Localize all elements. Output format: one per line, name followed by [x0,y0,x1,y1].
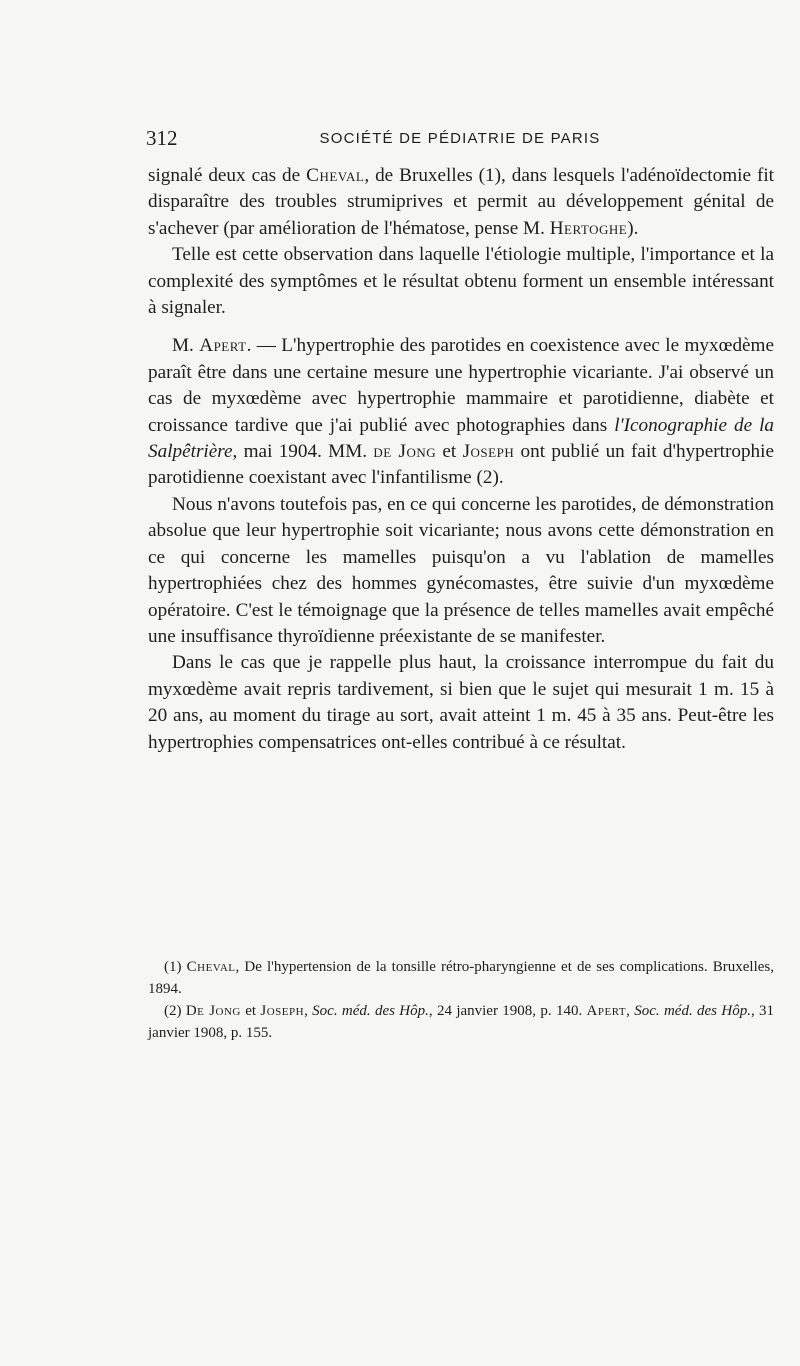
fn1-author-cheval: Cheval [186,959,236,975]
footnote-2 [148,1000,774,1044]
paragraph-4: Nous n'avons toutefois pas, en ce qui concerne les parotides, de démonstration absolue que leur hypertrophie soit vicariante; nous avons cette démonstration en ce qui concerne les mamelles puisqu'on a vu l'ablation de mamelles hypertrophiées chez des hommes gynécomastes, être suivie d'un myxœdème opératoire. C'est le témoignage que la présence de telles mamelles avait empêché une insuffisance thyroïdienne préexistante de se manifester. [148,493,774,647]
paragraph-2: Telle est cette observation dans laquelle l'étiologie multiple, l'importance et la complexité des symptômes et le résultat obtenu forment un ensemble intéressant à signaler. [148,244,774,319]
paragraph-1 [148,163,774,242]
fn2-author-joseph: Joseph [260,1003,305,1019]
author-de-jong: de Jong [373,441,437,463]
page-number: 312 [146,126,178,150]
p3-text-g: et [436,441,463,463]
p1-text-c: , de Bruxelles (1), dans lesquels l'adénoïdectomie fit disparaître des troubles strumiprives et permit au développement génital de s'achever (par amélioration de l'hématose, pense M. [148,165,774,239]
author-joseph: Joseph [462,441,515,463]
p3-text-a: M. [172,335,200,357]
paragraph-5: Dans le cas que je rappelle plus haut, la croissance interrompue du fait du myxœdème avait repris tardivement, si bien que le sujet qui mesurait 1 m. 15 à 20 ans, au moment du tirage au sort, avait atteint 1 m. 45 à 35 ans. Peut-être les hypertrophies compensatrices ont-elles contribué à ce résultat. [148,652,774,753]
fn2-journal-1: Soc. méd. des Hôp. [312,1003,429,1019]
p1-text-e: ). [627,217,639,239]
fn2-marker: (2) [164,1003,186,1019]
p3-text-e: , mai 1904. MM. [232,441,374,463]
fn2-text-k: , 31 janvier 1908, p. 155. [148,1003,775,1041]
footnote-1 [148,956,774,1000]
paragraph-3 [148,333,774,491]
fn2-text-c: et [240,1003,261,1019]
fn2-author-de-jong: De Jong [185,1003,241,1019]
p3-text-i: ont publié un fait d'hypertrophie parotidienne coexistant avec l'infantilisme (2). [148,441,774,489]
fn1-marker: (1) [164,959,187,975]
fn2-text-i: , [626,1003,635,1019]
footnotes [148,956,774,1044]
fn2-text-e: , [304,1003,313,1019]
author-hertoghe: Hertoghe [549,217,628,239]
fn2-text-g: , 24 janvier 1908, p. 140. [428,1003,587,1019]
fn2-journal-2: Soc. méd. des Hôp. [634,1003,751,1019]
speaker-apert: Apert [199,335,247,357]
page-header [146,126,774,154]
journal-title-iconographie: l'Iconographie de la Salpêtrière [148,414,774,463]
p3-text-c: . — L'hypertrophie des parotides en coexistence avec le myxœdème paraît être dans une certaine mesure une hypertrophie vicariante. J'ai observé un cas de myxœdème avec hypertrophie mammaire et parotidienne, diabète et croissance tardive que j'ai publié avec photographies dans [148,335,774,436]
p1-text-a: signalé deux cas de [148,165,307,186]
body-text [148,163,774,756]
fn2-author-apert: Apert [586,1003,627,1019]
running-head: SOCIÉTÉ DE PÉDIATRIE DE PARIS [319,130,601,147]
author-cheval: Cheval [306,165,365,186]
fn1-text: , De l'hypertension de la tonsille rétro-pharyngienne et de ses complications. Bruxelles, 1894. [148,959,774,997]
